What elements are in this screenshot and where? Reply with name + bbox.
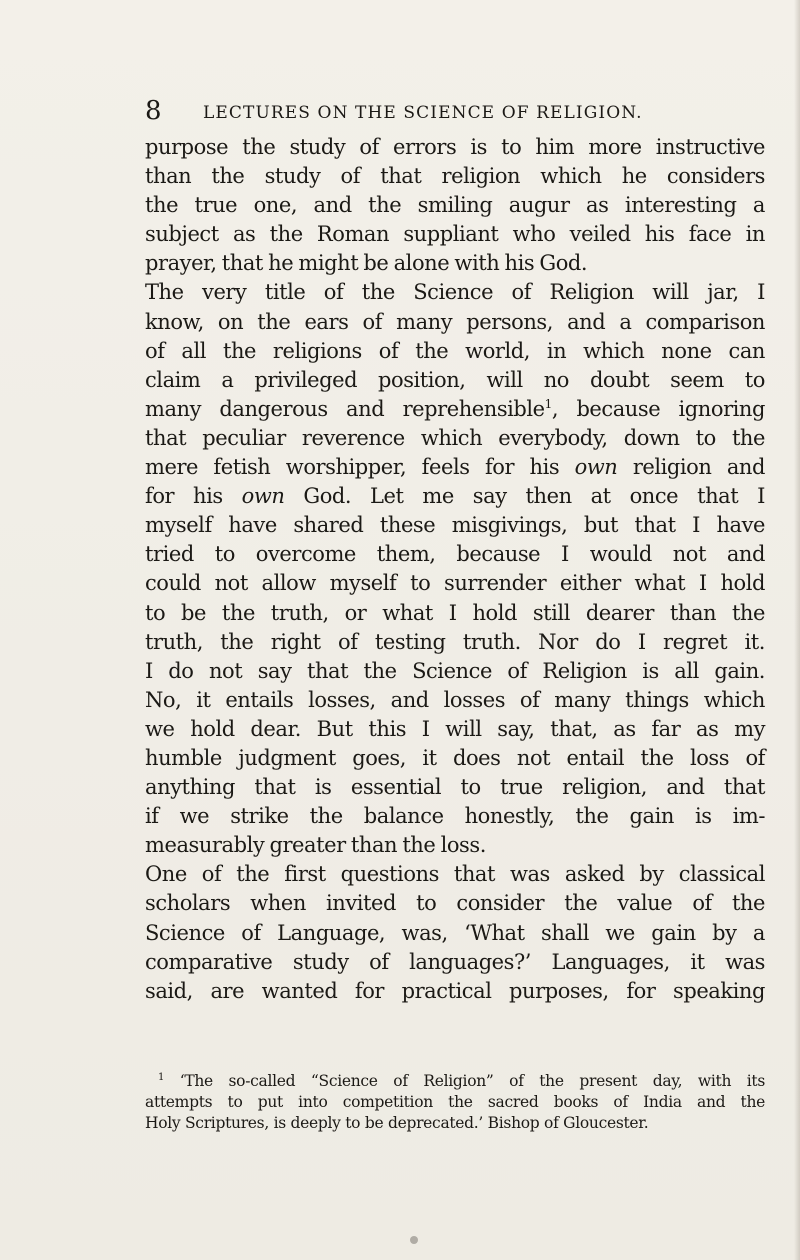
text-line: Science of Language, was, ‘What shall we gain by a (145, 920, 765, 945)
text-line: to be the truth, or what I hold still dearer than the (145, 600, 765, 625)
text-line-with-italic (145, 482, 765, 511)
text-line: prayer, that he might be alone with his God. (145, 251, 588, 276)
footnote-line: Holy Scriptures, is deeply to be deprecated.’ Bishop of Gloucester. (145, 1114, 649, 1132)
footnote-line: attempts to put into competition the sacred books of India and the (145, 1093, 765, 1111)
footnote-reference[interactable]: 1 (544, 396, 552, 411)
text-segment: many dangerous and reprehensible (145, 396, 545, 421)
text-segment: mere fetish worshipper, feels for his (145, 455, 575, 480)
italic-word: own (241, 484, 285, 509)
text-line: tried to overcome them, because I would not and (145, 542, 765, 567)
text-line: the true one, and the smiling augur as interesting a (145, 193, 765, 218)
text-line: purpose the study of errors is to him more instructive (145, 135, 765, 159)
footnote-line (145, 1071, 765, 1092)
ink-smudge (410, 1236, 418, 1244)
footnote-mark: 1 (158, 1072, 165, 1083)
text-line: scholars when invited to consider the value of the (145, 891, 765, 916)
text-line: know, on the ears of many persons, and a comparison (145, 309, 765, 334)
text-line: myself have shared these misgivings, but that I have (145, 513, 765, 538)
text-line: No, it entails losses, and losses of many things which (145, 687, 765, 712)
text-line: than the study of that religion which he considers (145, 164, 765, 189)
text-line: subject as the Roman suppliant who veiled his face in (145, 222, 765, 247)
text-segment: for his (145, 484, 242, 509)
text-line: claim a privileged position, will no doubt seem to (145, 367, 765, 392)
text-line: The very title of the Science of Religion will jar, I (145, 280, 765, 305)
text-segment: God. Let me say then at once that I (284, 484, 765, 509)
text-line: we hold dear. But this I will say, that, as far as my (145, 716, 765, 741)
page-number: 8 (145, 96, 162, 126)
text-line: truth, the right of testing truth. Nor do I regret it. (145, 629, 765, 654)
text-line: comparative study of languages?’ Languages, it was (145, 949, 765, 974)
text-line-with-footnote-ref (145, 395, 765, 424)
running-title: LECTURES ON THE SCIENCE OF RELIGION. (203, 103, 643, 123)
footnote (145, 1071, 765, 1134)
text-line: that peculiar reverence which everybody, down to the (145, 425, 765, 450)
text-line: anything that is essential to true religion, and that (145, 775, 765, 800)
body-text (145, 133, 765, 1006)
page-edge-shadow (794, 0, 800, 1260)
text-line: humble judgment goes, it does not entail the loss of (145, 745, 765, 770)
footnote-text: ‘The so-called “Science of Religion” of the present day, with its (179, 1072, 765, 1090)
text-line: of all the religions of the world, in which none can (145, 338, 765, 363)
text-line: said, are wanted for practical purposes, for speaking (145, 978, 765, 1003)
text-segment: , because ignoring (551, 396, 765, 421)
text-line: if we strike the balance honestly, the gain is im- (145, 804, 765, 829)
text-line: could not allow myself to surrender either what I hold (145, 571, 765, 596)
running-head (145, 96, 765, 130)
italic-word: own (574, 455, 618, 480)
text-line: measurably greater than the loss. (145, 833, 486, 858)
text-line: I do not say that the Science of Religion is all gain. (145, 658, 765, 683)
text-line: One of the first questions that was asked by classical (145, 862, 765, 887)
text-line-with-italic (145, 453, 765, 482)
text-segment: religion and (617, 455, 765, 480)
